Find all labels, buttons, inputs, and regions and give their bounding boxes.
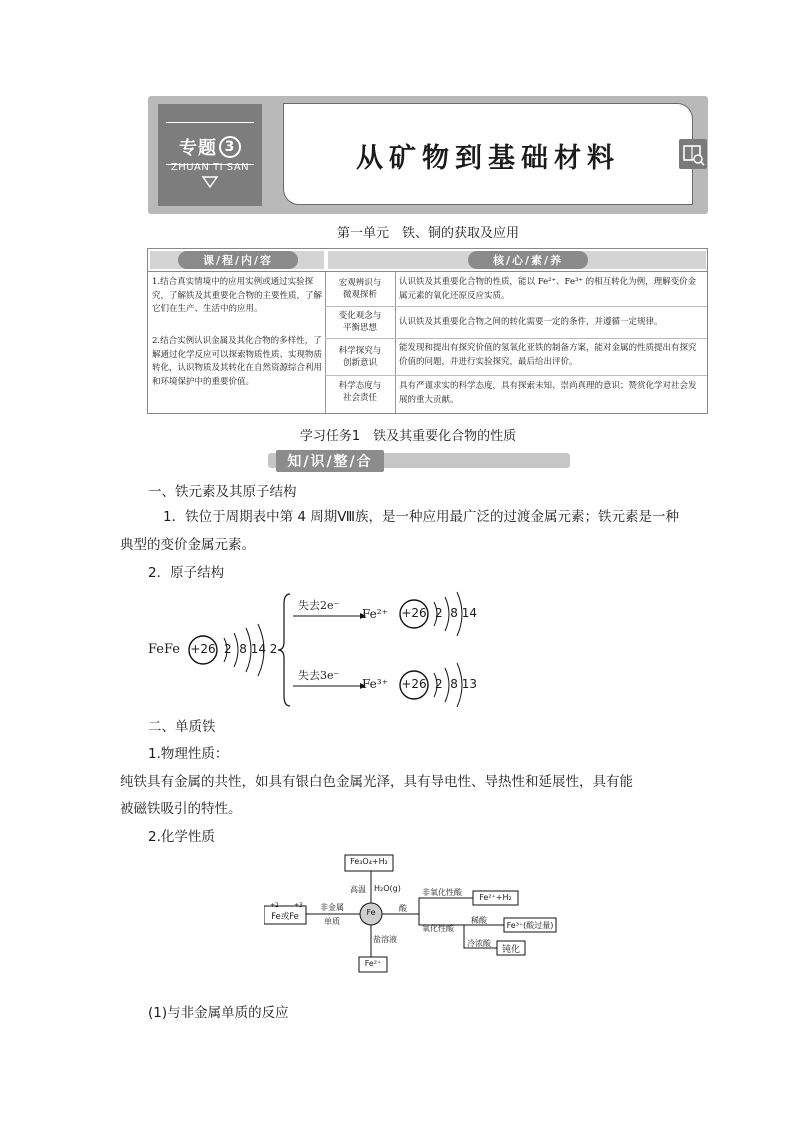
product-label: 钝化 — [501, 945, 520, 955]
ion-label: Fe²⁺ — [362, 607, 388, 621]
item-heading: (1)与非金属单质的反应 — [148, 1005, 289, 1021]
product-label: Fe²⁺+H₂ — [479, 893, 512, 902]
curriculum-item-2: 2.结合实例认识金属及其化合物的多样性，了解通过化学反应可以探索物质性质、实现物质转化，认识物质及其转化在自然资源综合利用和环境保护中的重要价值。 — [152, 336, 323, 387]
literacy-label: 宏观辨识与 微观探析 — [338, 278, 382, 300]
atom-structure-diagram — [148, 586, 488, 714]
oxidation-state: +3 — [294, 902, 303, 909]
paragraph: 1．铁位于周期表中第 4 周期Ⅷ族，是一种应用最广泛的过渡金属元素；铁元素是一种 — [163, 509, 680, 525]
product-label: Fe或Fe — [271, 912, 299, 922]
electron-shells: 2 8 14 — [435, 606, 477, 620]
item-heading: 2.化学性质 — [148, 829, 215, 845]
literacy-label: 科学态度与 社会责任 — [338, 381, 382, 403]
curriculum-header: 课/程/内/容 — [178, 251, 298, 269]
triangle-down-icon — [201, 175, 219, 189]
unit-title: 第一单元 铁、铜的获取及应用 — [336, 226, 519, 241]
electron-shells: 2 8 14 2 — [224, 642, 278, 656]
item-heading: 1.物理性质： — [148, 746, 229, 762]
paragraph: 纯铁具有金属的共性，如具有银白色金属光泽，具有导电性、导热性和延展性，具有能 — [120, 774, 633, 790]
chapter-badge-label: 专题 3 — [166, 134, 254, 160]
condition-label: 非氧化性酸 — [422, 888, 462, 897]
condition-label: 非金属 — [320, 903, 344, 912]
lose-electrons-label: 失去2e⁻ — [298, 599, 340, 612]
condition-label: 高温 — [350, 885, 366, 894]
condition-label: 盐溶液 — [373, 935, 397, 944]
ion-label: Fe³⁺ — [362, 677, 388, 691]
product-label: Fe₃O₄+H₂ — [350, 857, 388, 866]
atom-label: FeFe — [148, 642, 181, 657]
electron-shells: 2 8 13 — [435, 677, 477, 691]
condition-label: 稀酸 — [471, 916, 487, 925]
knowledge-label: 知/识/整/合 — [276, 450, 384, 472]
paragraph: 典型的变价金属元素。 — [120, 537, 255, 553]
section-heading: 二、单质铁 — [148, 719, 216, 735]
condition-label: 酸 — [399, 904, 407, 913]
condition-label: H₂O(g) — [374, 884, 401, 893]
literacy-header: 核/心/素/养 — [468, 251, 588, 269]
chapter-pinyin: ZHUAN TI SAN — [170, 162, 250, 173]
book-search-icon — [679, 139, 707, 169]
nucleus-label: +26 — [190, 642, 216, 656]
iron-reaction-diagram — [264, 852, 564, 974]
literacy-text: 认识铁及其重要化合物之间的转化需要一定的条件，并遵循一定规律。 — [399, 317, 663, 327]
literacy-text: 认识铁及其重要化合物的性质，能以 Fe²⁺、Fe³⁺ 的相互转化为例，理解变价金属元素的氧化还原反应实质。 — [399, 277, 697, 301]
curriculum-table — [147, 248, 708, 414]
paragraph: 被磁铁吸引的特性。 — [120, 801, 242, 817]
condition-label: 冷浓酸 — [467, 939, 491, 948]
curriculum-item-1: 1.结合真实情境中的应用实例或通过实验探究，了解铁及其重要化合物的主要性质，了解它们在生产、生活中的应用。 — [152, 277, 323, 314]
product-label: Fe²⁺ — [364, 959, 382, 968]
literacy-label: 变化观念与 平衡思想 — [338, 311, 382, 333]
item-heading: 2．原子结构 — [148, 565, 225, 581]
nucleus-label: +26 — [401, 606, 427, 620]
oxidation-state: +2 — [270, 902, 279, 909]
chapter-title: 从矿物到基础材料 — [356, 143, 620, 174]
task-title: 学习任务1 铁及其重要化合物的性质 — [299, 429, 517, 444]
nucleus-label: +26 — [401, 677, 427, 691]
iron-node: Fe — [366, 908, 376, 917]
literacy-text: 能发现和提出有探究价值的氢氧化亚铁的制备方案，能对金属的性质提出有探究价值的问题，并进行实验探究，最后给出评价。 — [399, 343, 697, 367]
condition-label: 氧化性酸 — [422, 924, 454, 933]
literacy-label: 科学探究与 创新意识 — [338, 346, 382, 368]
condition-label: 单质 — [324, 917, 340, 926]
literacy-text: 具有严谨求实的科学态度，具有探索未知、崇尚真理的意识；赞赏化学对社会发展的重大贡献。 — [399, 381, 697, 405]
chapter-number: 3 — [219, 136, 241, 158]
section-heading: 一、铁元素及其原子结构 — [148, 484, 297, 500]
product-label: Fe³⁺(酸过量) — [506, 921, 554, 930]
lose-electrons-label: 失去3e⁻ — [298, 669, 340, 682]
